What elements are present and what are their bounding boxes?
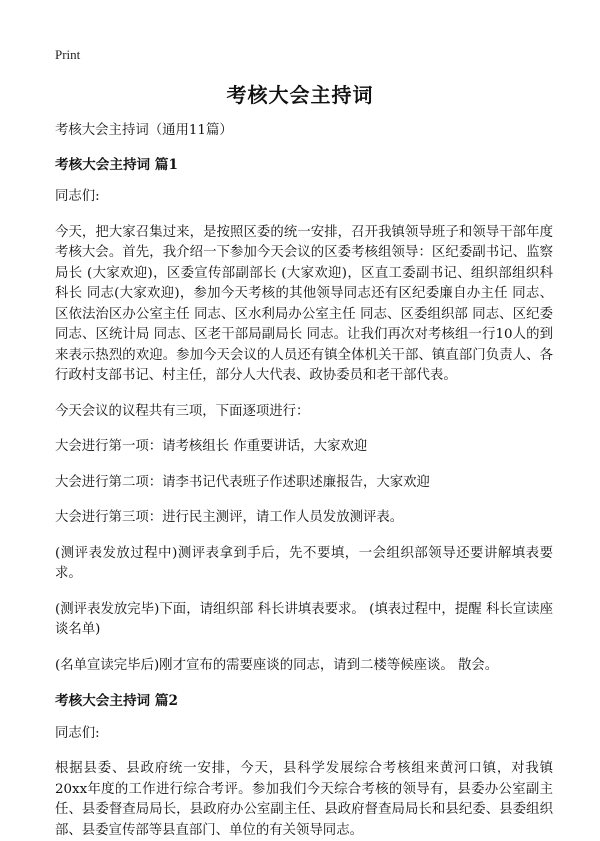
section-heading-1: 考核大会主持词 篇1	[55, 156, 178, 173]
paragraph: 今天，把大家召集过来，是按照区委的统一安排，召开我镇领导班子和领导干部年度考核大会。首先，我介绍一下参加今天会议的区委考核组领导：区纪委副书记、监察局长 (大家欢迎)，区委宣传部副部长 (大家欢迎)，区直工委副书记、组织部组织科科长 同志(大家欢迎)，参加今天考核的其他领导同志还有区纪委廉自办主任 同志、区依法治区办公室主任 同志、区水利局办公室主任 同志、区委组织部 同志、区纪委 同志、区统计局 同志、区老干部局副局长 同志。让我们再次对考核组一行10人的到来表示热烈的欢迎。参加今天会议的人员还有镇全体机关干部、镇直部门负责人、各行政村支部书记、村主任，部分人大代表、政协委员和老干部代表。	[55, 224, 553, 383]
document-subtitle: 考核大会主持词（通用11篇）	[55, 123, 233, 138]
document-body	[55, 121, 553, 841]
paragraph: (名单宣读完毕后)刚才宣布的需要座谈的同志，请到二楼等候座谈。 散会。	[55, 657, 499, 673]
section-heading-2: 考核大会主持词 篇2	[55, 693, 178, 709]
paragraph-greeting-1: 同志们:	[55, 189, 100, 204]
paragraph-greeting-2: 同志们:	[55, 725, 100, 741]
paragraph: (测评表发放过程中)测评表拿到手后，先不要填，一会组织部领导还要讲解填表要求。	[55, 545, 553, 581]
print-label[interactable]: Print	[55, 47, 81, 62]
paragraph: 大会进行第三项：进行民主测评，请工作人员发放测评表。	[55, 510, 404, 525]
paragraph: 根据县委、县政府统一安排，今天，县科学发展综合考核组来黄河口镇，对我镇20xx年度的工作进行综合考评。参加我们今天综合考核的领导有，县委办公室副主任、县委督查局局长，县政府办公室副主任、县政府督查局局长和县纪委、县委组织部、县委宣传部等县直部门、单位的有关领导同志。	[55, 761, 553, 838]
paragraph: 今天会议的议程共有三项，下面逐项进行：	[55, 403, 310, 419]
document-title: 考核大会主持词	[226, 83, 374, 107]
paragraph: (测评表发放完毕)下面，请组织部 科长讲填表要求。 (填表过程中，提醒 科长宣读座谈名单)	[55, 601, 553, 637]
paragraph: 大会进行第一项：请考核组长 作重要讲话，大家欢迎	[55, 439, 368, 454]
paragraph: 大会进行第二项：请李书记代表班子作述职述廉报告，大家欢迎	[55, 474, 430, 490]
